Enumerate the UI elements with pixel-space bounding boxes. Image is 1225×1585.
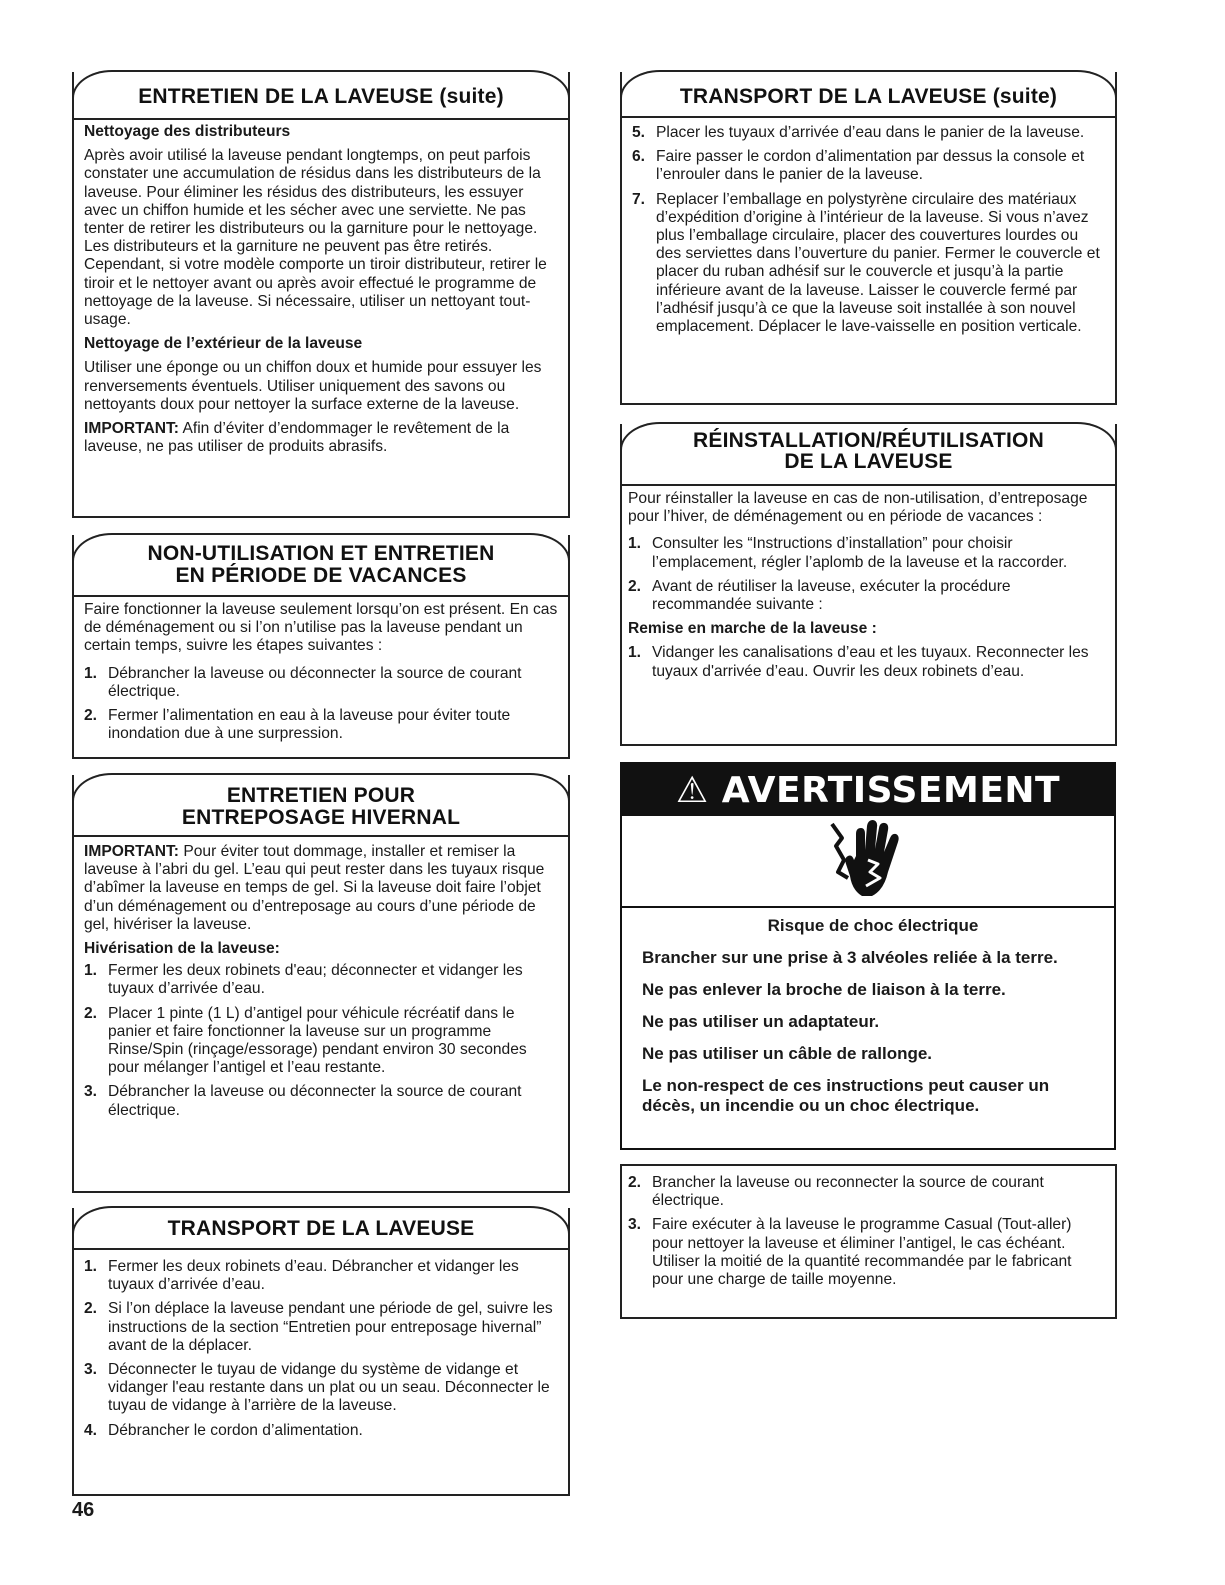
section-title-line1: NON-UTILISATION ET ENTRETIEN <box>147 542 495 565</box>
subheading: Remise en marche de la laveuse : <box>628 620 877 638</box>
section-non-utilisation <box>72 535 570 759</box>
section-title-line1: ENTRETIEN POUR <box>226 784 416 807</box>
list-item: 2. Fermer l’alimentation en eau à la laveuse pour éviter toute inondation due à une surpression. <box>84 707 511 743</box>
section-title-line2: ENTREPOSAGE HIVERNAL <box>181 806 461 829</box>
subheading: Hivérisation de la laveuse: <box>84 940 280 958</box>
list-item: 1. Consulter les “Instructions d’installation” pour choisir l’emplacement, régler l’aplomb de la laveuse et la raccorder. <box>628 535 1068 571</box>
paragraph: Faire fonctionner la laveuse seulement lorsqu’on est présent. En cas de déménagement ou si l’on n’utilise pas la laveuse pendant un certain temps, suivre les étapes suivantes : <box>84 601 558 655</box>
warning-line: Le non-respect de ces instructions peut causer un décès, un incendie ou un choc électrique. <box>642 1076 1050 1115</box>
list-item: 3. Déconnecter le tuyau de vidange du système de vidange et vidanger l'eau restante dans un plat ou un seau. Déconnecter le tuyau de vidange à l’arrière de la laveuse. <box>84 1361 550 1415</box>
list-item: 2. Avant de réutiliser la laveuse, exécuter la procédure recommandée suivante : <box>628 577 1011 614</box>
list-item: 3. Débrancher la laveuse ou déconnecter la source de courant électrique. <box>84 1083 522 1119</box>
steps-list <box>632 124 1107 336</box>
list-item: 1. Fermer les deux robinets d'eau; déconnecter et vidanger les tuyaux d’arrivée d’eau. <box>84 962 523 998</box>
steps-list <box>628 1174 1107 1289</box>
steps-list <box>84 962 560 1120</box>
list-item: 6. Faire passer le cordon d’alimentation par dessus la console et l’enrouler dans le panier de la laveuse. <box>632 148 1085 184</box>
important-note: IMPORTANT: Pour éviter tout dommage, installer et remiser la laveuse à l’abri du gel. L’eau qui peut rester dans les tuyaux risque d’abîmer la laveuse en temps de gel. Si la laveuse doit faire l’objet d’un déménagement ou d’entreposage au cours d’une période de gel, hivériser la laveuse. <box>84 843 545 933</box>
list-item: 1. Débrancher la laveuse ou déconnecter la source de courant électrique. <box>84 664 522 700</box>
list-item: 2. Si l’on déplace la laveuse pendant une période de gel, suivre les instructions de la section “Entretien pour entreposage hivernal” avant de la déplacer. <box>84 1300 553 1354</box>
paragraph: Après avoir utilisé la laveuse pendant longtemps, on peut parfois constater une accumulation de résidus dans les distributeurs de la laveuse. Pour éliminer les résidus des distributeurs, les essuyer avec un chiffon humide et les sécher avec une serviette. Ne pas tenter de retirer les distributeurs ou la garniture pour le nettoyage. Les distributeurs et la garniture ne peuvent pas être retirés. Cependant, si votre modèle comporte un tiroir distributeur, retirer le tiroir et le nettoyer avant ou après avoir effectué le programme de nettoyage de la laveuse. Si nécessaire, utiliser un nettoyant tout-usage. <box>84 147 547 329</box>
warning-title: AVERTISSEMENT <box>721 770 1061 811</box>
list-item: 4. Débrancher le cordon d’alimentation. <box>84 1421 363 1439</box>
electric-shock-hand-icon <box>822 816 918 904</box>
section-entretien-suite <box>72 72 570 518</box>
section-entreposage-hivernal <box>72 775 570 1193</box>
important-note: IMPORTANT: Afin d’éviter d’endommager le revêtement de la laveuse, ne pas utiliser de produits abrasifs. <box>84 420 510 456</box>
section-title-line2: DE LA LAVEUSE <box>784 450 953 473</box>
list-item: 3. Faire exécuter à la laveuse le programme Casual (Tout-aller) pour nettoyer la laveuse et éliminer l’antigel, le cas échéant. Utiliser la moitié de la quantité recommandée par le fabricant pour une charge de taille moyenne. <box>628 1216 1072 1289</box>
section-reinstallation-cont <box>620 1164 1117 1319</box>
steps-list <box>84 1258 560 1440</box>
list-item: 2. Brancher la laveuse ou reconnecter la source de courant électrique. <box>628 1174 1044 1210</box>
warning-triangle-icon: ⚠ <box>675 770 709 811</box>
section-title-line2: EN PÉRIODE DE VACANCES <box>175 564 467 587</box>
section-title: TRANSPORT DE LA LAVEUSE (suite) <box>679 85 1058 108</box>
steps-list <box>628 535 1107 614</box>
steps-list <box>628 644 1107 680</box>
list-item: 1. Vidanger les canalisations d’eau et les tuyaux. Reconnecter les tuyaux d'arrivée d’eau. Ouvrir les deux robinets d’eau. <box>628 644 1089 680</box>
warning-line: Ne pas utiliser un adaptateur. <box>642 1012 880 1031</box>
warning-banner <box>622 764 1114 816</box>
warning-box <box>620 762 1116 1150</box>
paragraph: Pour réinstaller la laveuse en cas de non-utilisation, d’entreposage pour l’hiver, de déménagement ou en période de vacances : <box>628 490 1088 526</box>
warning-line: Brancher sur une prise à 3 alvéoles reliée à la terre. <box>642 948 1058 967</box>
list-item: 1. Fermer les deux robinets d’eau. Débrancher et vidanger les tuyaux d’arrivée d’eau. <box>84 1258 519 1294</box>
list-item: 2. Placer 1 pinte (1 L) d’antigel pour véhicule récréatif dans le panier et faire fonctionner la laveuse sur un programme Rinse/Spin (rinçage/essorage) pendant environ 30 secondes pour mélanger l’antigel et l’eau restante. <box>84 1004 527 1077</box>
warning-heading: Risque de choc électrique <box>767 916 979 935</box>
paragraph: Utiliser une éponge ou un chiffon doux et humide pour essuyer les renversements éventuels. Utiliser uniquement des savons ou nettoyants doux pour nettoyer la surface externe de la laveuse. <box>84 359 542 413</box>
list-item: 5. Placer les tuyaux d’arrivée d’eau dans le panier de la laveuse. <box>632 124 1085 141</box>
section-title: ENTRETIEN DE LA LAVEUSE (suite) <box>138 85 504 108</box>
subheading: Nettoyage des distributeurs <box>84 123 291 140</box>
section-reinstallation <box>620 424 1117 746</box>
section-title: TRANSPORT DE LA LAVEUSE <box>167 1217 475 1240</box>
warning-line: Ne pas enlever la broche de liaison à la terre. <box>642 980 1006 999</box>
page-number: 46 <box>72 1499 95 1521</box>
list-item: 7. Replacer l’emballage en polystyrène circulaire des matériaux d’expédition d’origine à l’intérieur de la laveuse. Si vous n’avez plus l’emballage circulaire, placer des couvertures lourdes ou des serviettes dans l’ouverture du panier. Fermer le couvercle et placer du ruban adhésif sur le couvercle et jusqu’à la partie inférieure avant de la laveuse. Laisser le couvercle fermé par l’adhésif jusqu’à ce que la laveuse soit installée à son nouvel emplacement. Déplacer le lave-vaisselle en position verticale. <box>632 190 1100 336</box>
warning-line: Ne pas utiliser un câble de rallonge. <box>642 1044 933 1063</box>
section-transport-suite <box>620 72 1117 405</box>
steps-list <box>84 665 560 744</box>
section-transport <box>72 1208 570 1496</box>
subheading: Nettoyage de l’extérieur de la laveuse <box>84 335 363 353</box>
section-title-line1: RÉINSTALLATION/RÉUTILISATION <box>693 429 1044 452</box>
